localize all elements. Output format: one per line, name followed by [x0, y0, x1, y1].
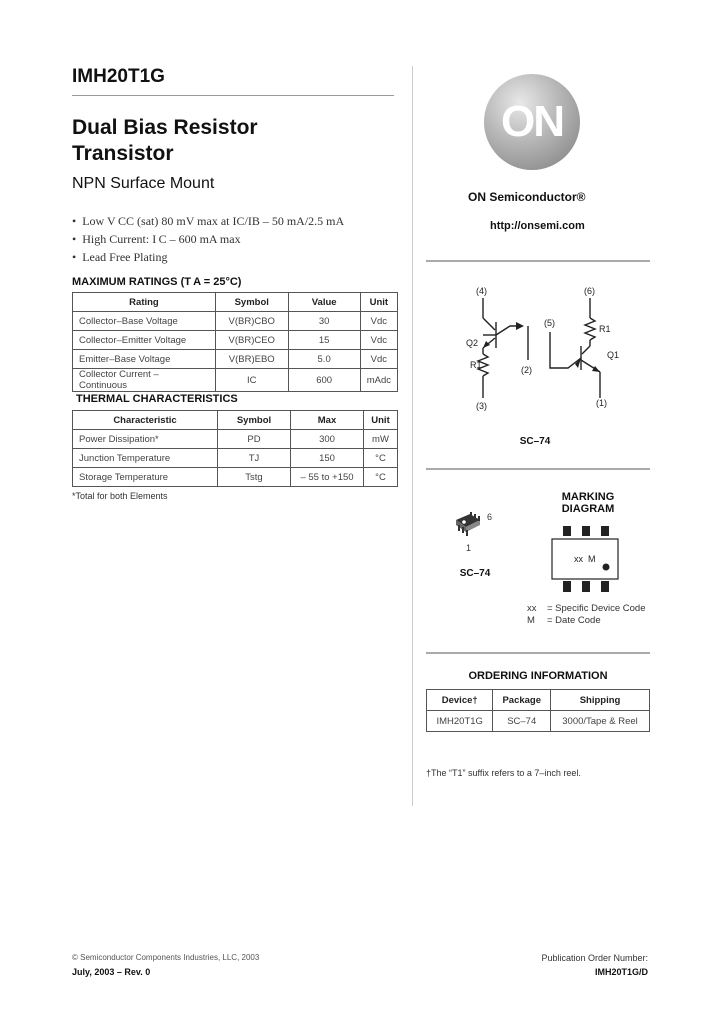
table-row [427, 711, 650, 732]
column-header: Unit [364, 411, 398, 430]
table-cell: – 55 to +150 [291, 468, 364, 487]
table-cell: Collector–Emitter Voltage [73, 331, 216, 350]
column-header: Rating [73, 293, 216, 312]
table-header-row [73, 411, 398, 430]
table-row [73, 369, 398, 392]
table-cell: Vdc [360, 331, 397, 350]
schematic-label: (2) [521, 365, 532, 375]
schematic-label: Q1 [607, 350, 620, 360]
marking-chip-text: xx M [574, 554, 596, 564]
table-cell: IC [215, 369, 288, 392]
package-pin-label: 6 [487, 512, 493, 522]
table-cell: Junction Temperature [73, 449, 218, 468]
table-cell: 15 [288, 331, 360, 350]
section-divider [426, 260, 650, 262]
table-cell: V(BR)CBO [215, 312, 288, 331]
table-cell: Vdc [360, 350, 397, 369]
column-header: Symbol [218, 411, 291, 430]
table-row [73, 331, 398, 350]
table-cell: V(BR)CEO [215, 331, 288, 350]
copyright: © Semiconductor Components Industries, LLC, 2003 [72, 953, 260, 962]
max-ratings-table [72, 292, 398, 392]
table-cell: Storage Temperature [73, 468, 218, 487]
marking-heading-line: DIAGRAM [561, 503, 615, 515]
publication-label: Publication Order Number: [541, 953, 648, 963]
table-cell: °C [364, 468, 398, 487]
schematic-label: (3) [476, 401, 487, 411]
table-cell: Collector–Base Voltage [73, 312, 216, 331]
sc74-package-image [452, 510, 488, 538]
table-cell: 300 [291, 430, 364, 449]
schematic-diagram [440, 280, 640, 420]
legend-key: M [527, 615, 535, 626]
schematic-label: (5) [544, 318, 555, 328]
column-header: Symbol [215, 293, 288, 312]
thermal-footnote: *Total for both Elements [72, 491, 168, 501]
publication-number: IMH20T1G/D [594, 967, 648, 977]
column-header: Max [291, 411, 364, 430]
section-divider [426, 468, 650, 470]
marking-heading [556, 491, 620, 515]
legend-desc: = Specific Device Code [547, 603, 646, 614]
header-divider [72, 95, 394, 96]
website-link[interactable]: http://onsemi.com [490, 220, 585, 232]
column-header: Package [493, 690, 551, 711]
table-cell: Tstg [218, 468, 291, 487]
legend-row [527, 603, 645, 615]
thermal-table [72, 410, 398, 487]
table-cell: Vdc [360, 312, 397, 331]
legend-row [527, 615, 645, 627]
thermal-heading: THERMAL CHARACTERISTICS [76, 393, 238, 405]
company-name: ON Semiconductor® [468, 190, 586, 204]
table-row [73, 312, 398, 331]
table-cell: 30 [288, 312, 360, 331]
schematic-label: R1 [599, 324, 611, 334]
table-cell: V(BR)EBO [215, 350, 288, 369]
schematic-label: R1 [470, 360, 482, 370]
feature-list [72, 212, 344, 266]
legend-desc: = Date Code [547, 615, 601, 626]
table-cell: 600 [288, 369, 360, 392]
feature-item: • Low V CC (sat) 80 mV max at IC/IB – 50 mA/2.5 mA [72, 212, 344, 230]
title-line-1: Dual Bias Resistor [72, 116, 258, 139]
schematic-package-label: SC–74 [519, 436, 551, 447]
table-cell: °C [364, 449, 398, 468]
on-logo: ON [484, 74, 580, 170]
table-cell: SC–74 [493, 711, 551, 732]
legend-key: xx [527, 603, 537, 614]
column-header: Device† [427, 690, 493, 711]
table-cell: Emitter–Base Voltage [73, 350, 216, 369]
revision-date: July, 2003 – Rev. 0 [72, 967, 151, 977]
feature-item: • High Current: I C – 600 mA max [72, 230, 344, 248]
package-label: SC–74 [459, 568, 491, 579]
table-cell: 150 [291, 449, 364, 468]
table-cell: Power Dissipation* [73, 430, 218, 449]
column-header: Characteristic [73, 411, 218, 430]
schematic-label: (4) [476, 286, 487, 296]
table-row [73, 468, 398, 487]
ordering-table [426, 689, 650, 732]
part-number: IMH20T1G [72, 66, 165, 87]
package-pin-label: 1 [466, 543, 472, 553]
section-divider [426, 652, 650, 654]
column-divider [412, 66, 413, 806]
table-cell: 5.0 [288, 350, 360, 369]
table-cell: 3000/Tape & Reel [551, 711, 650, 732]
subtitle: NPN Surface Mount [72, 175, 215, 192]
column-header: Shipping [551, 690, 650, 711]
table-header-row [427, 690, 650, 711]
table-cell: IMH20T1G [427, 711, 493, 732]
marking-heading-line: MARKING [561, 491, 615, 503]
table-cell: PD [218, 430, 291, 449]
page-title [72, 115, 258, 167]
schematic-label: Q2 [466, 338, 479, 348]
table-row [73, 430, 398, 449]
table-row [73, 350, 398, 369]
table-cell: Collector Current – Continuous [73, 369, 216, 392]
column-header: Value [288, 293, 360, 312]
title-line-2: Transistor [72, 142, 174, 165]
feature-item: • Lead Free Plating [72, 248, 344, 266]
schematic-label: (6) [584, 286, 595, 296]
table-cell: TJ [218, 449, 291, 468]
column-header: Unit [360, 293, 397, 312]
table-cell: mAdc [360, 369, 397, 392]
table-row [73, 449, 398, 468]
ordering-footnote: †The “T1” suffix refers to a 7–inch reel. [426, 768, 581, 778]
schematic-label: (1) [596, 398, 607, 408]
max-ratings-heading: MAXIMUM RATINGS (T A = 25°C) [72, 276, 242, 288]
ordering-heading: ORDERING INFORMATION [468, 670, 608, 682]
marking-legend [527, 603, 645, 627]
table-cell: mW [364, 430, 398, 449]
table-header-row [73, 293, 398, 312]
marking-diagram [548, 526, 624, 594]
